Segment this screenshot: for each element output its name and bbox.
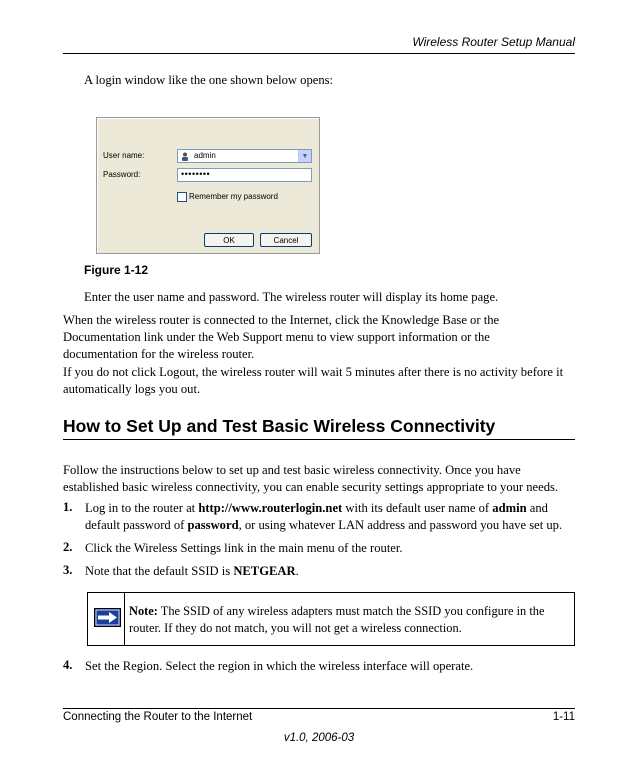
header-title: Wireless Router Setup Manual [412, 35, 575, 49]
section-intro: Follow the instructions below to set up and test basic wireless connectivity. Once you have established basic wireless connectivity, you can enable security settings appropriate to your needs. [63, 463, 559, 494]
login-dialog [96, 117, 320, 254]
intro-text: A login window like the one shown below opens: [84, 73, 334, 87]
footer-page-number: 1-11 [552, 711, 575, 723]
step-4-number: 4. [63, 658, 73, 672]
paragraph-1: Enter the user name and password. The wireless router will display its home page. [84, 290, 499, 304]
section-rule [63, 439, 575, 440]
cancel-button[interactable]: Cancel [260, 233, 312, 247]
section-heading: How to Set Up and Test Basic Wireless Connectivity [63, 416, 496, 436]
footer-left: Connecting the Router to the Internet [63, 711, 253, 723]
ok-button[interactable]: OK [204, 233, 254, 247]
paragraph-3: If you do not click Logout, the wireless router will wait 5 minutes after there is no activity before it automatically logs you out. [63, 365, 564, 396]
note-label: Note: [129, 604, 158, 618]
username-select[interactable] [177, 149, 312, 163]
password-label: Password: [103, 170, 141, 179]
step-3-number: 3. [63, 563, 73, 577]
footer-version: v1.0, 2006-03 [283, 732, 355, 744]
footer-rule [63, 708, 575, 709]
step-2-text: Click the Wireless Settings link in the main menu of the router. [85, 541, 403, 555]
figure-caption: Figure 1-12 [84, 263, 149, 277]
note-box [87, 592, 575, 646]
arrow-right-icon [94, 608, 121, 627]
note-divider [124, 593, 125, 645]
note-text: Note: The SSID of any wireless adapters must match the SSID you configure in the router. If they do not match, you will not get a wireless connection. [129, 604, 545, 635]
paragraph-2: When the wireless router is connected to the Internet, click the Knowledge Base or the Documentation link under the Web Support menu to view support information or the documentation for the wireless router. [63, 313, 500, 361]
chevron-down-icon[interactable]: ▼ [298, 150, 311, 162]
password-input[interactable] [177, 168, 312, 182]
user-icon [181, 152, 189, 161]
password-value: •••••••• [181, 169, 211, 179]
header-rule [63, 53, 575, 54]
step-4-text: Set the Region. Select the region in which the wireless interface will operate. [85, 659, 474, 673]
step-2-number: 2. [63, 540, 73, 554]
step-1-text: Log in to the router at http://www.routerlogin.net with its default user name of admin and default password of password, or using whatever LAN address and password you have set up. [85, 501, 563, 532]
username-label: User name: [103, 151, 145, 160]
username-value: admin [194, 151, 216, 160]
step-3-text: Note that the default SSID is NETGEAR. [85, 564, 299, 578]
router-url: http://www.routerlogin.net [198, 501, 343, 515]
remember-checkbox[interactable] [177, 192, 187, 202]
step-1-number: 1. [63, 500, 73, 514]
remember-label[interactable]: Remember my password [189, 192, 278, 201]
